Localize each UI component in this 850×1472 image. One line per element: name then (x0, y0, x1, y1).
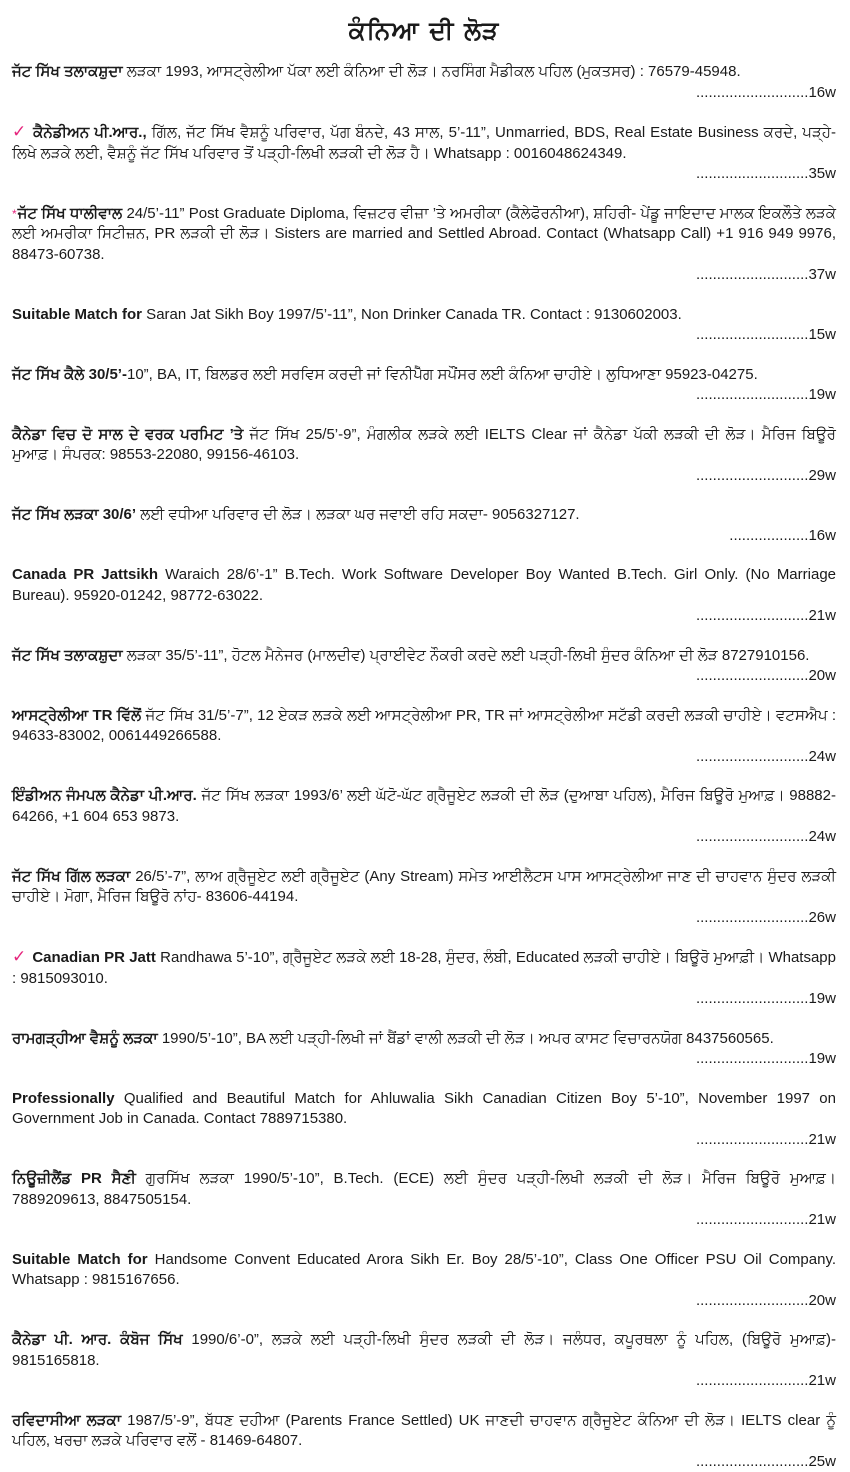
check-mark-icon: ✓ (12, 122, 27, 141)
classified-ad (12, 425, 836, 487)
leader-dots: ........................... (696, 990, 809, 1007)
word-count-label: 26w (808, 909, 836, 926)
ad-lead: ਜੱਟ ਸਿੱਖ ਕੈਲੇ 30/5’- (12, 366, 127, 383)
classified-ad (12, 867, 836, 929)
ad-word-count (12, 1371, 836, 1392)
asterisk-icon: * (12, 207, 17, 221)
classified-ad (12, 1250, 836, 1312)
ad-lead: ਨਿਊਜ਼ੀਲੈਂਡ PR ਸੈਣੀ (12, 1170, 136, 1187)
leader-dots: ........................... (696, 1453, 809, 1470)
ad-word-count (12, 989, 836, 1010)
ad-text: Handsome Convent Educated Arora Sikh Er. Boy 28/5’-10”, Class One Officer PSU Oil Company. Whatsapp : 9815167656. (12, 1251, 836, 1289)
leader-dots: ........................... (696, 165, 809, 182)
leader-dots: ........................... (696, 1292, 809, 1309)
word-count-label: 16w (808, 527, 836, 544)
ad-text: 1987/5’-9”, ਬੱਧਣ ਦਹੀਆ (Parents France Settled) UK ਜਾਣਦੀ ਚਾਹਵਾਨ ਗ੍ਰੈਜੂਏਟ ਕੰਨਿਆ ਦੀ ਲੋੜ। IELTS clear ਨੂੰ ਪਹਿਲ, ਖਰਚਾ ਲੜਕੇ ਪਰਿਵਾਰ ਵਲੋਂ - 81469-64807. (12, 1412, 836, 1450)
word-count-label: 21w (808, 1131, 836, 1148)
ad-text: ਗਿੱਲ, ਜੱਟ ਸਿੱਖ ਵੈਸ਼ਨੂੰ ਪਰਿਵਾਰ, ਪੱਗ ਬੰਨਦੇ, 43 ਸਾਲ, 5’-11”, Unmarried, BDS, Real Estate Business ਕਰਦੇ, ਪੜ੍ਹੇ-ਲਿਖੇ ਲੜਕੇ ਲਈ, ਵੈਸ਼ਨੂੰ ਜੱਟ ਸਿੱਖ ਪਰਿਵਾਰ ਤੋਂ ਪੜ੍ਹੀ-ਲਿਖੀ ਲੜਕੀ ਦੀ ਲੋੜ ਹੈ। Whatsapp : 0016048624349. (12, 124, 836, 162)
ad-body (12, 365, 836, 386)
word-count-label: 19w (808, 386, 836, 403)
ad-word-count (12, 385, 836, 406)
ad-text: Waraich 28/6’-1” B.Tech. Work Software Developer Boy Wanted B.Tech. Girl Only. (No Marriage Bureau). 95920-01242, 98772-63022. (12, 566, 836, 604)
word-count-label: 24w (808, 828, 836, 845)
ad-word-count (12, 1130, 836, 1151)
ad-text: Randhawa 5’-10”, ਗ੍ਰੈਜੂਏਟ ਲੜਕੇ ਲਈ 18-28, ਸੁੰਦਰ, ਲੰਬੀ, Educated ਲੜਕੀ ਚਾਹੀਏ। ਬਿਊਰੋ ਮੁਆਫ਼ੀ। Whatsapp : 9815093010. (12, 949, 836, 987)
leader-dots: ........................... (696, 748, 809, 765)
ad-body (12, 786, 836, 827)
ad-word-count (12, 1291, 836, 1312)
check-mark-icon: ✓ (12, 947, 26, 966)
ad-word-count (12, 265, 836, 286)
classified-ad (12, 1330, 836, 1392)
ad-body (12, 62, 836, 83)
ad-text: ਜੱਟ ਸਿੱਖ ਲੜਕਾ 1993/6’ ਲਈ ਘੱਟੋ-ਘੱਟ ਗ੍ਰੈਜੂਏਟ ਲੜਕੀ ਦੀ ਲੋੜ (ਦੁਆਬਾ ਪਹਿਲ), ਮੈਰਿਜ ਬਿਊਰੋ ਮੁਆਫ਼। 98882-64266, +1 604 653 9873. (12, 787, 836, 825)
ad-text: ਲਈ ਵਧੀਆ ਪਰਿਵਾਰ ਦੀ ਲੋੜ। ਲੜਕਾ ਘਰ ਜਵਾਈ ਰਹਿ ਸਕਦਾ- 9056327127. (136, 506, 580, 523)
leader-dots: ................... (729, 527, 808, 544)
classified-ad (12, 1089, 836, 1151)
ad-body (12, 122, 836, 164)
word-count-label: 19w (808, 1050, 836, 1067)
ad-text: Qualified and Beautiful Match for Ahluwalia Sikh Canadian Citizen Boy 5’-10”, November 1997 on Government Job in Canada. Contact 7889715380. (12, 1090, 836, 1128)
ad-lead: Professionally (12, 1090, 115, 1107)
ad-body (12, 305, 836, 326)
ad-body (12, 1169, 836, 1210)
word-count-label: 16w (808, 84, 836, 101)
classified-ad (12, 947, 836, 1010)
word-count-label: 21w (808, 1372, 836, 1389)
classified-ad (12, 1169, 836, 1231)
ad-lead: ਕੈਨੇਡਾ ਪੀ. ਆਰ. ਕੰਬੋਜ ਸਿੱਖ (12, 1331, 183, 1348)
word-count-label: 21w (808, 1211, 836, 1228)
ad-body (12, 646, 836, 667)
ad-text: 24/5’-11” Post Graduate Diploma, ਵਿਜ਼ਟਰ ਵੀਜ਼ਾ ’ਤੇ ਅਮਰੀਕਾ (ਕੈਲੇਫੋਰਨੀਆ), ਸ਼ਹਿਰੀ- ਪੇਂਡੂ ਜਾਇਦਾਦ ਮਾਲਕ ਇਕਲੌਤੇ ਲੜਕੇ ਲਈ ਅਮਰੀਕਾ ਸਿਟੀਜ਼ਨ, PR ਲੜਕੀ ਦੀ ਲੋੜ। Sisters are married and Settled Abroad. Contact (Whatsapp Call) +1 916 949 9976, 88473-60738. (12, 205, 836, 263)
classified-ad (12, 122, 836, 185)
leader-dots: ........................... (696, 266, 809, 283)
ad-word-count (12, 666, 836, 687)
word-count-label: 20w (808, 1292, 836, 1309)
classified-ad (12, 565, 836, 627)
ad-body (12, 204, 836, 266)
classified-ad (12, 505, 836, 546)
ad-text: ਗੁਰਸਿੱਖ ਲੜਕਾ 1990/5’-10”, B.Tech. (ECE) ਲਈ ਸੁੰਦਰ ਪੜ੍ਹੀ-ਲਿਖੀ ਲੜਕੀ ਦੀ ਲੋੜ। ਮੈਰਿਜ ਬਿਊਰੋ ਮੁਆਫ਼। 7889209613, 8847505154. (12, 1170, 836, 1208)
ad-word-count (12, 827, 836, 848)
leader-dots: ........................... (696, 84, 809, 101)
ad-body (12, 1089, 836, 1130)
ad-word-count (12, 466, 836, 487)
ad-text: ਲੜਕਾ 1993, ਆਸਟ੍ਰੇਲੀਆ ਪੱਕਾ ਲਈ ਕੰਨਿਆ ਦੀ ਲੋੜ। ਨਰਸਿੰਗ ਮੈਡੀਕਲ ਪਹਿਲ (ਮੁਕਤਸਰ) : 76579-45948. (123, 63, 741, 80)
ad-body (12, 505, 836, 526)
ad-word-count (12, 325, 836, 346)
word-count-label: 24w (808, 748, 836, 765)
ad-lead: ਜੱਟ ਸਿੱਖ ਗਿੱਲ ਲੜਕਾ (12, 868, 130, 885)
ad-lead: ਰਾਮਗੜ੍ਹੀਆ ਵੈਸ਼ਨੂੰ ਲੜਕਾ (12, 1030, 158, 1047)
section-title: ਕੰਨਿਆ ਦੀ ਲੋੜ (12, 16, 836, 46)
ad-lead: ਜੱਟ ਸਿੱਖ ਤਲਾਕਸ਼ੁਦਾ (12, 63, 123, 80)
leader-dots: ........................... (696, 828, 809, 845)
word-count-label: 19w (808, 990, 836, 1007)
ad-text: 1990/5’-10”, BA ਲਈ ਪੜ੍ਹੀ-ਲਿਖੀ ਜਾਂ ਬੈਂਡਾਂ ਵਾਲੀ ਲੜਕੀ ਦੀ ਲੋੜ। ਅਪਰ ਕਾਸਟ ਵਿਚਾਰਨਯੋਗ 8437560565. (158, 1030, 774, 1047)
classified-ad (12, 706, 836, 768)
ad-word-count (12, 1452, 836, 1472)
classified-ad (12, 1411, 836, 1472)
ad-lead: ਜੱਟ ਸਿੱਖ ਤਲਾਕਸ਼ੁਦਾ (12, 647, 123, 664)
classified-ad (12, 646, 836, 687)
leader-dots: ........................... (696, 1131, 809, 1148)
classified-ad (12, 1029, 836, 1070)
word-count-label: 15w (808, 326, 836, 343)
ad-text: 26/5’-7”, ਲਾਅ ਗ੍ਰੈਜੂਏਟ ਲਈ ਗ੍ਰੈਜੂਏਟ (Any Stream) ਸਮੇਤ ਆਈਲੈਟਸ ਪਾਸ ਆਸਟ੍ਰੇਲੀਆ ਜਾਣ ਦੀ ਚਾਹਵਾਨ ਸੁੰਦਰ ਲੜਕੀ ਚਾਹੀਏ। ਮੋਗਾ, ਮੈਰਿਜ ਬਿਊਰੋ ਨਾਂਹ- 83606-44194. (12, 868, 836, 906)
word-count-label: 21w (808, 607, 836, 624)
leader-dots: ........................... (696, 909, 809, 926)
ads-list (12, 62, 836, 1472)
ad-word-count (12, 747, 836, 768)
ad-lead: ਇੰਡੀਅਨ ਜੰਮਪਲ ਕੈਨੇਡਾ ਪੀ.ਆਰ. (12, 787, 197, 804)
ad-word-count (12, 526, 836, 547)
classified-ad (12, 204, 836, 286)
word-count-label: 20w (808, 667, 836, 684)
ad-lead: ਕੈਨੇਡੀਅਨ ਪੀ.ਆਰ., (33, 124, 147, 141)
ad-lead: Suitable Match for (12, 306, 142, 323)
ad-text: ਜੱਟ ਸਿੱਖ 31/5’-7”, 12 ਏਕੜ ਲੜਕੇ ਲਈ ਆਸਟ੍ਰੇਲੀਆ PR, TR ਜਾਂ ਆਸਟ੍ਰੇਲੀਆ ਸਟੱਡੀ ਕਰਦੀ ਲੜਕੀ ਚਾਹੀਏ। ਵਟਸਐਪ : 94633-83002, 0061449266588. (12, 707, 836, 745)
ad-word-count (12, 1210, 836, 1231)
ad-lead: ਜੱਟ ਸਿੱਖ ਧਾਲੀਵਾਲ (18, 205, 123, 222)
ad-body (12, 1411, 836, 1452)
ad-body (12, 947, 836, 989)
leader-dots: ........................... (696, 667, 809, 684)
ad-text: ਜੱਟ ਸਿੱਖ 25/5’-9”, ਮੰਗਲੀਕ ਲੜਕੇ ਲਈ IELTS Clear ਜਾਂ ਕੈਨੇਡਾ ਪੱਕੀ ਲੜਕੀ ਦੀ ਲੋੜ। ਮੈਰਿਜ ਬਿਊਰੋ ਮੁਆਫ਼। ਸੰਪਰਕ: 98553-22080, 99156-46103. (12, 426, 836, 464)
ad-word-count (12, 164, 836, 185)
classified-ad (12, 786, 836, 848)
ad-word-count (12, 1049, 836, 1070)
ad-body (12, 706, 836, 747)
leader-dots: ........................... (696, 1050, 809, 1067)
ad-body (12, 1250, 836, 1291)
ad-lead: ਕੈਨੇਡਾ ਵਿਚ ਦੋ ਸਾਲ ਦੇ ਵਰਕ ਪਰਮਿਟ ’ਤੇ (12, 426, 243, 443)
word-count-label: 35w (808, 165, 836, 182)
leader-dots: ........................... (696, 1211, 809, 1228)
ad-text: Saran Jat Sikh Boy 1997/5’-11”, Non Drinker Canada TR. Contact : 9130602003. (142, 306, 682, 323)
ad-lead: Suitable Match for (12, 1251, 148, 1268)
ad-lead: Canada PR Jattsikh (12, 566, 158, 583)
leader-dots: ........................... (696, 607, 809, 624)
ad-body (12, 425, 836, 466)
ad-lead: ਜੱਟ ਸਿੱਖ ਲੜਕਾ 30/6’ (12, 506, 136, 523)
word-count-label: 29w (808, 467, 836, 484)
word-count-label: 37w (808, 266, 836, 283)
ad-text: 1990/6’-0”, ਲੜਕੇ ਲਈ ਪੜ੍ਹੀ-ਲਿਖੀ ਸੁੰਦਰ ਲੜਕੀ ਦੀ ਲੋੜ। ਜਲੰਧਰ, ਕਪੂਰਥਲਾ ਨੂੰ ਪਹਿਲ, (ਬਿਊਰੋ ਮੁਆਫ਼)- 9815165818. (12, 1331, 836, 1369)
word-count-label: 25w (808, 1453, 836, 1470)
leader-dots: ........................... (696, 326, 809, 343)
leader-dots: ........................... (696, 1372, 809, 1389)
ad-text: 10”, BA, IT, ਬਿਲਡਰ ਲਈ ਸਰਵਿਸ ਕਰਦੀ ਜਾਂ ਵਿਨੀਪੈੱਗ ਸਪੌਂਸਰ ਲਈ ਕੰਨਿਆ ਚਾਹੀਏ। ਲੁਧਿਆਣਾ 95923-04275. (127, 366, 758, 383)
classified-ad (12, 62, 836, 103)
ad-word-count (12, 83, 836, 104)
ad-body (12, 867, 836, 908)
ad-text: ਲੜਕਾ 35/5’-11”, ਹੋਟਲ ਮੈਨੇਜਰ (ਮਾਲਦੀਵ) ਪ੍ਰਾਈਵੇਟ ਨੌਕਰੀ ਕਰਦੇ ਲਈ ਪੜ੍ਹੀ-ਲਿਖੀ ਸੁੰਦਰ ਕੰਨਿਆ ਦੀ ਲੋੜ 8727910156. (123, 647, 810, 664)
ad-lead: ਆਸਟ੍ਰੇਲੀਆ TR ਵਿੱਲੋਂ (12, 707, 141, 724)
ad-body (12, 565, 836, 606)
classified-ad (12, 305, 836, 346)
ad-lead: ਰਵਿਦਾਸੀਆ ਲੜਕਾ (12, 1412, 121, 1429)
ad-lead: Canadian PR Jatt (32, 949, 156, 966)
classified-ad (12, 365, 836, 406)
leader-dots: ........................... (696, 467, 809, 484)
ad-body (12, 1330, 836, 1371)
leader-dots: ........................... (696, 386, 809, 403)
ad-body (12, 1029, 836, 1050)
ad-word-count (12, 908, 836, 929)
ad-word-count (12, 606, 836, 627)
